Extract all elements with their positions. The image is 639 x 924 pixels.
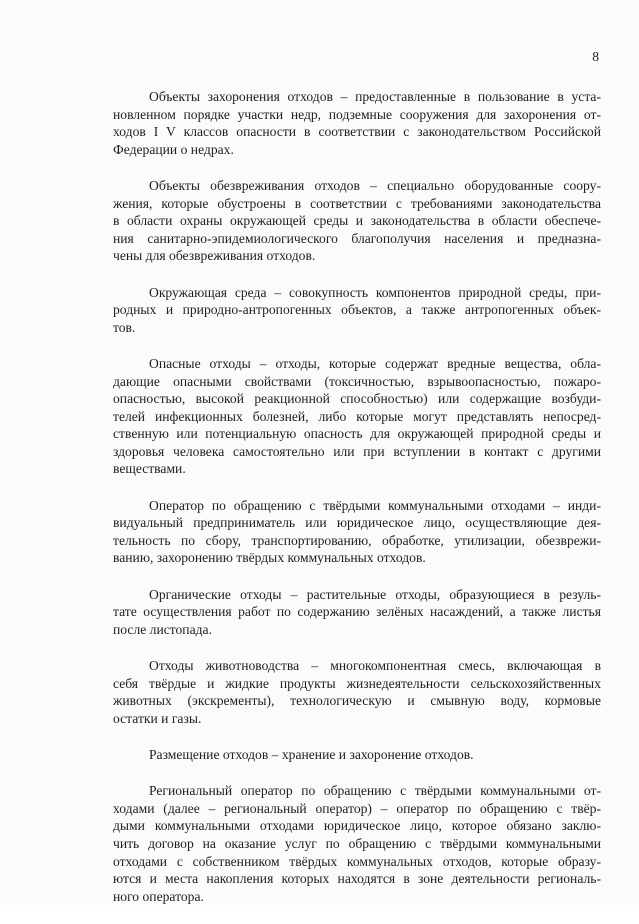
paragraph-line: Оператор по обращению с твёрдыми коммунальными отходами – инди- <box>149 497 601 513</box>
paragraph-line: Федерации о недрах. <box>113 141 234 157</box>
paragraph-line: отходами с собственником твёрдых коммунальных отходов, которые образу- <box>113 853 601 869</box>
paragraph-line: здоровья человека самостоятельно или при вступлении в контакт с другими <box>113 443 601 459</box>
paragraph-line: тельность по сбору, транспортированию, обработке, утилизации, обезврежи- <box>113 532 601 548</box>
paragraph <box>113 88 601 158</box>
paragraph-line: Региональный оператор по обращению с твёрдыми коммунальными от- <box>149 783 601 799</box>
paragraph-line: видуальный предприниматель или юридическое лицо, осуществляющие дея- <box>113 515 601 531</box>
paragraph-line: дыми коммунальными отходами юридическое лицо, которое обязано заклю- <box>113 818 601 834</box>
paragraph-line: дающие опасными свойствами (токсичностью, взрывоопасностью, пожаро- <box>113 373 601 389</box>
paragraph-line: ного оператора. <box>113 888 204 904</box>
page-number: 8 <box>592 49 599 64</box>
paragraph-line: ходов I V классов опасности в соответствии с законодательством Российской <box>113 124 601 140</box>
paragraph-line: телей инфекционных болезней, либо которые могут представлять непосред- <box>113 408 601 424</box>
paragraph-line: ются и места накопления которых находятся в зоне деятельности региональ- <box>113 871 601 887</box>
paragraph <box>113 497 601 567</box>
paragraph <box>113 586 601 639</box>
paragraph-line: Объекты захоронения отходов – предоставленные в пользование в уста- <box>149 89 601 104</box>
paragraph <box>113 782 601 905</box>
paragraph-line: чены для обезвреживания отходов. <box>113 248 316 264</box>
paragraph-line: Объекты обезвреживания отходов – специально оборудованные соору- <box>149 177 601 193</box>
paragraph-line: Окружающая среда – совокупность компонентов природной среды, при- <box>149 284 601 300</box>
paragraph-line: новленном порядке участки недр, подземные сооружения для захоронения от- <box>113 106 601 122</box>
paragraph <box>113 746 601 764</box>
paragraph-line: животных (экскременты), технологическую и смывную воду, кормовые <box>113 693 601 709</box>
paragraph-line: после листопада. <box>113 621 212 637</box>
paragraph-line: жения, которые обустроены в соответствии с требованиями законодательства <box>113 195 601 211</box>
document-body <box>113 88 601 924</box>
paragraph-line: тате осуществления работ по содержанию зелёных насаждений, а также листья <box>113 604 601 620</box>
paragraph <box>113 284 601 337</box>
paragraph-line: Органические отходы – растительные отходы, образующиеся в резуль- <box>149 586 601 602</box>
paragraph <box>113 355 601 478</box>
paragraph-line: веществами. <box>113 461 186 477</box>
paragraph-line: ванию, захоронению твёрдых коммунальных отходов. <box>113 550 426 566</box>
paragraph-line: ходами (далее – региональный оператор) – оператор по обращению с твёр- <box>113 800 601 816</box>
paragraph-line: Отходы животноводства – многокомпонентная смесь, включающая в <box>149 658 601 673</box>
paragraph-line: родных и природно-антропогенных объектов, а также антропогенных объек- <box>113 302 601 318</box>
paragraph-line: остатки и газы. <box>113 710 202 726</box>
paragraph-line: ственную или потенциальную опасность для окружающей природной среды и <box>113 426 601 442</box>
paragraph-line: опасностью, высокой реакционной способностью) или содержащие возбуди- <box>113 391 601 407</box>
paragraph-line: Размещение отходов – хранение и захоронение отходов. <box>149 746 474 762</box>
paragraph-line: тов. <box>113 319 136 335</box>
paragraph-line: чить договор на оказание услуг по обращению с твёрдыми коммунальными <box>113 835 601 851</box>
paragraph <box>113 177 601 265</box>
paragraph-line: Опасные отходы – отходы, которые содержат вредные вещества, обла- <box>149 355 601 371</box>
paragraph-line: в области охраны окружающей среды и законодательства в области обеспече- <box>113 213 601 229</box>
paragraph <box>113 657 601 727</box>
paragraph-line: ния санитарно-эпидемиологического благополучия населения и предназна- <box>113 230 601 246</box>
paragraph-line: себя твёрдые и жидкие продукты жизнедеятельности сельскохозяйственных <box>113 675 601 691</box>
